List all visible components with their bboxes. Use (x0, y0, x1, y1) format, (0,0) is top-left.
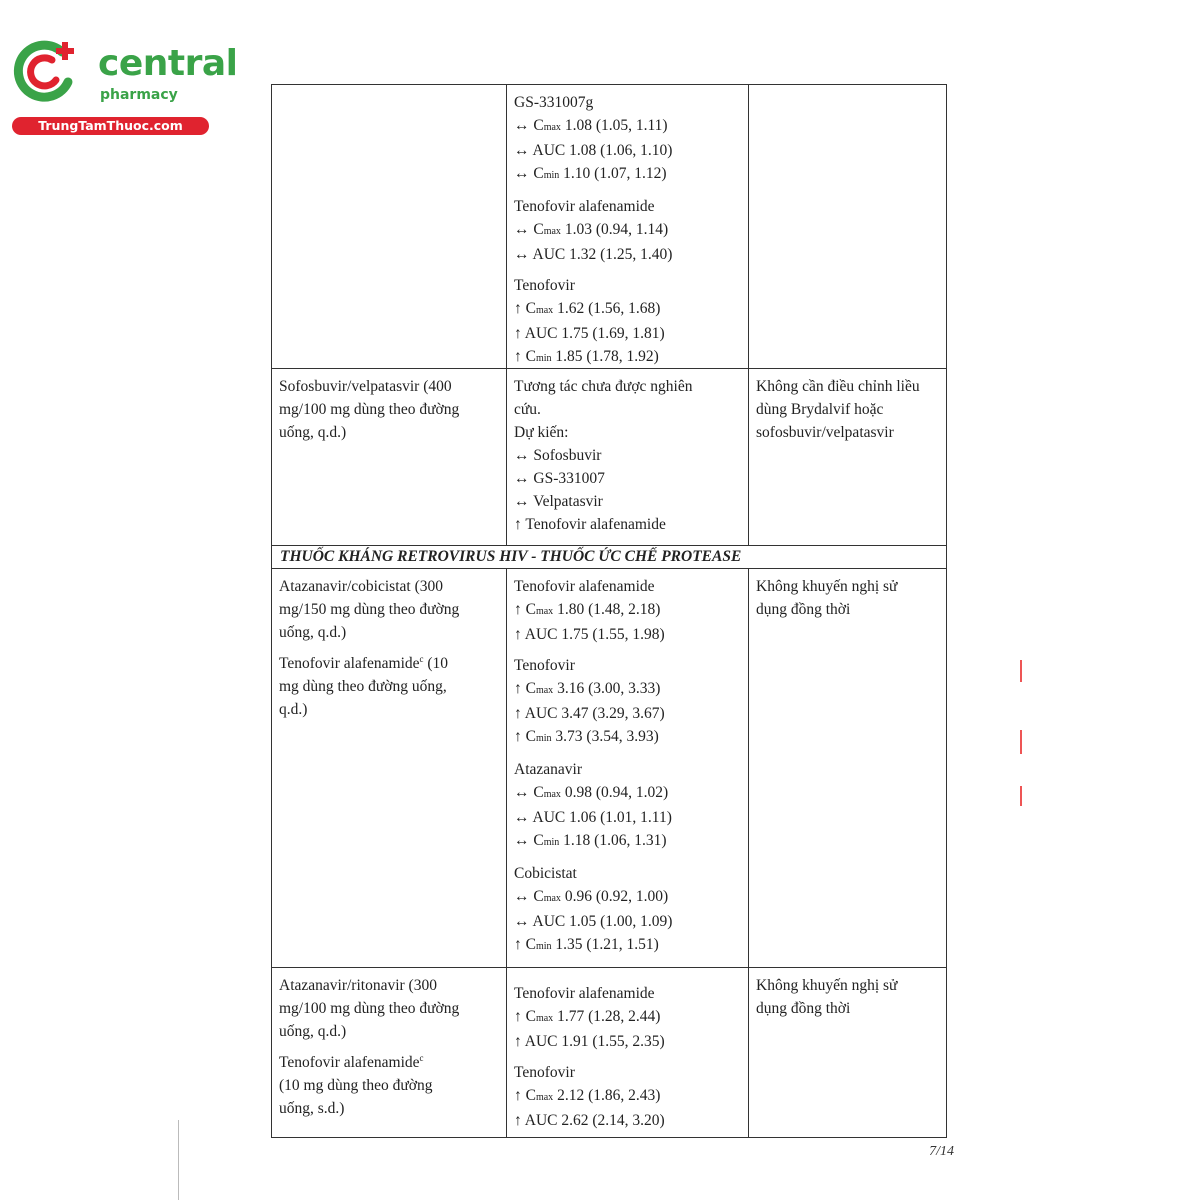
text-line: q.d.) (279, 701, 308, 718)
pk-drug-name: Tenofovir alafenamide (514, 985, 655, 1002)
pk-arrow: ↑ (514, 325, 525, 342)
pk-value-line (514, 829, 741, 854)
pk-arrow: ↑ (514, 936, 526, 953)
pk-ratio: 3.47 (3.29, 3.67) (557, 705, 665, 722)
pk-arrow: ↑ (514, 300, 526, 317)
pk-group (514, 654, 741, 750)
pk-param-sub: max (543, 226, 561, 237)
pk-arrow: ↑ (514, 601, 526, 618)
pk-drug-name: Tenofovir (514, 657, 575, 674)
pk-value-line (514, 297, 741, 322)
pk-ratio: 3.73 (3.54, 3.93) (551, 728, 659, 745)
scan-mark (1020, 660, 1022, 682)
text-line: Không khuyến nghị sử (756, 977, 898, 994)
pk-ratio: 1.35 (1.21, 1.51) (551, 936, 659, 953)
pk-group (514, 195, 741, 266)
logo-url-badge: TrungTamThuoc.com (12, 117, 209, 135)
table-cell-recommendation (748, 968, 946, 1137)
text-line (279, 652, 499, 675)
pk-arrow: ↔ (514, 913, 533, 930)
pk-param-sub: max (535, 606, 554, 617)
pk-arrow: ↑ (514, 1087, 526, 1104)
pk-ratio: 1.80 (1.48, 2.18) (553, 601, 661, 618)
pk-value-line (514, 725, 741, 750)
text-line: Tương tác chưa được nghiên (514, 378, 693, 395)
pk-arrow: ↑ (514, 1033, 525, 1050)
pk-group (514, 1061, 741, 1132)
text-line: ↑ Tenofovir alafenamide (514, 516, 666, 533)
text-line: ↔ GS-331007 (514, 470, 605, 487)
pk-param: AUC (524, 325, 558, 342)
pk-param-sub: max (535, 685, 554, 696)
pk-param: AUC (524, 626, 558, 643)
text-line: Atazanavir/ritonavir (300 (279, 977, 437, 994)
text-line: ↔ Sofosbuvir (514, 447, 602, 464)
pk-group (514, 91, 741, 187)
pk-value-line (514, 1030, 741, 1053)
pk-ratio: 1.10 (1.07, 1.12) (559, 165, 667, 182)
pk-group (514, 758, 741, 854)
table-cell-drug (272, 968, 506, 1137)
pk-value-line (514, 114, 741, 139)
pk-param: C (525, 936, 536, 953)
pk-arrow: ↔ (514, 809, 533, 826)
pk-drug-name: Atazanavir (514, 761, 582, 778)
text-line: ↔ Velpatasvir (514, 493, 603, 510)
text-line: uống, q.d.) (279, 1023, 347, 1040)
pk-ratio: 1.75 (1.55, 1.98) (557, 626, 665, 643)
text-line: cứu. (514, 401, 541, 418)
pk-value-line (514, 806, 741, 829)
pk-arrow: ↔ (514, 221, 534, 238)
text-line: sofosbuvir/velpatasvir (756, 424, 894, 441)
pk-drug-name: Cobicistat (514, 865, 577, 882)
pk-param: C (525, 601, 536, 618)
pk-drug-name: Tenofovir (514, 1064, 575, 1081)
pk-ratio: 1.75 (1.69, 1.81) (557, 325, 665, 342)
text-line: uống, s.d.) (279, 1100, 345, 1117)
pk-param: C (533, 888, 544, 905)
text-line: dụng đồng thời (756, 1000, 851, 1017)
pk-ratio: 1.18 (1.06, 1.31) (559, 832, 667, 849)
section-heading-row (271, 545, 947, 569)
text-block (756, 974, 939, 1020)
table-cell-effect (506, 968, 748, 1137)
table-cell-recommendation (748, 569, 946, 967)
scan-mark (1020, 730, 1022, 754)
pk-drug-name: Tenofovir alafenamide (514, 578, 655, 595)
pk-value-line (514, 677, 741, 702)
pk-param: C (525, 680, 536, 697)
pk-param: C (533, 784, 544, 801)
table-cell-drug (272, 569, 506, 967)
text-line: (10 mg dùng theo đường (279, 1077, 433, 1094)
pk-param-sub: max (543, 789, 561, 800)
text-line: Không cần điều chỉnh liều (756, 378, 920, 395)
footnote-marker: c (419, 653, 424, 664)
pk-param: C (525, 1087, 536, 1104)
text-line: Sofosbuvir/velpatasvir (400 (279, 378, 452, 395)
table-row (271, 967, 947, 1138)
pk-param-sub: min (535, 941, 552, 952)
pk-drug-name: Tenofovir alafenamide (514, 198, 655, 215)
pk-arrow: ↑ (514, 1008, 526, 1025)
pk-arrow: ↔ (514, 246, 533, 263)
pk-value-line (514, 885, 741, 910)
pk-drug-name: GS-331007g (514, 94, 594, 111)
pk-param: C (533, 221, 544, 238)
pk-ratio: 3.16 (3.00, 3.33) (553, 680, 661, 697)
pharmacy-cross-icon (12, 38, 78, 104)
pk-group (514, 274, 741, 370)
pk-param-sub: max (535, 1092, 554, 1103)
pk-value-line (514, 1084, 741, 1109)
pk-value-line (514, 623, 741, 646)
table-cell-drug (272, 369, 506, 545)
central-pharmacy-logo (12, 38, 238, 138)
text-line: mg/100 mg dùng theo đường (279, 401, 460, 418)
text-block (279, 575, 499, 644)
pk-arrow: ↔ (514, 832, 534, 849)
pk-param: AUC (524, 705, 558, 722)
pk-param-sub: min (535, 353, 552, 364)
pk-value-line (514, 933, 741, 958)
table-cell-effect (506, 85, 748, 368)
pk-value-line (514, 598, 741, 623)
pk-param: AUC (524, 1033, 558, 1050)
pk-arrow: ↑ (514, 1112, 525, 1129)
pk-param-sub: max (543, 122, 561, 133)
pk-param-sub: min (535, 733, 552, 744)
pk-arrow: ↑ (514, 626, 525, 643)
table-cell-recommendation (748, 85, 946, 368)
pk-arrow: ↔ (514, 117, 534, 134)
interaction-table (271, 84, 947, 1138)
pk-ratio: 1.77 (1.28, 2.44) (553, 1008, 661, 1025)
text-line: uống, q.d.) (279, 624, 347, 641)
text-line: mg/100 mg dùng theo đường (279, 1000, 460, 1017)
table-row (271, 368, 947, 546)
text-line: Dự kiến: (514, 424, 569, 441)
pk-value-line (514, 322, 741, 345)
pk-value-line (514, 1005, 741, 1030)
pk-param: C (533, 117, 544, 134)
text-block (514, 375, 741, 536)
pk-ratio: 1.91 (1.55, 2.35) (557, 1033, 665, 1050)
pk-ratio: 1.06 (1.01, 1.11) (565, 809, 672, 826)
pk-param: AUC (532, 809, 566, 826)
pk-ratio: 1.85 (1.78, 1.92) (551, 348, 659, 365)
pk-arrow: ↔ (514, 142, 533, 159)
pk-param: AUC (532, 246, 566, 263)
pk-value-line (514, 162, 741, 187)
table-cell-effect (506, 369, 748, 545)
pk-ratio: 1.62 (1.56, 1.68) (553, 300, 661, 317)
pk-group (514, 575, 741, 646)
footnote-marker: c (419, 1052, 424, 1063)
text-line: uống, q.d.) (279, 424, 347, 441)
text-line: mg dùng theo đường uống, (279, 678, 447, 695)
section-heading: THUỐC KHÁNG RETROVIRUS HIV - THUỐC ỨC CHẾ PROTEASE (280, 548, 742, 565)
pk-arrow: ↔ (514, 784, 534, 801)
text-block (279, 974, 499, 1043)
text-block (279, 1051, 499, 1120)
pk-arrow: ↔ (514, 888, 534, 905)
pk-param-sub: max (535, 1013, 554, 1024)
pk-ratio: 2.12 (1.86, 2.43) (553, 1087, 661, 1104)
drug-name: Tenofovir alafenamide (279, 1054, 420, 1071)
text-line: mg/150 mg dùng theo đường (279, 601, 460, 618)
pk-param-sub: min (543, 170, 560, 181)
text-line: dùng Brydalvif hoặc (756, 401, 884, 418)
pk-ratio: 1.03 (0.94, 1.14) (560, 221, 669, 238)
pk-group (514, 982, 741, 1053)
pk-ratio: 0.96 (0.92, 1.00) (560, 888, 669, 905)
pk-drug-name: Tenofovir (514, 277, 575, 294)
pk-arrow: ↑ (514, 348, 526, 365)
pk-ratio: 1.08 (1.06, 1.10) (565, 142, 673, 159)
pk-arrow: ↑ (514, 680, 526, 697)
pk-param-sub: min (543, 837, 560, 848)
pk-param: C (525, 300, 536, 317)
pk-value-line (514, 702, 741, 725)
scan-edge-line (178, 1120, 179, 1200)
drug-name: Tenofovir alafenamide (279, 655, 420, 672)
table-cell-effect (506, 569, 748, 967)
pk-arrow: ↑ (514, 728, 526, 745)
table-row (271, 568, 947, 968)
pk-arrow: ↔ (514, 165, 534, 182)
table-cell-recommendation (748, 369, 946, 545)
scan-mark (1020, 786, 1022, 806)
text-block (756, 375, 939, 444)
pk-param-sub: max (543, 893, 561, 904)
pk-value-line (514, 345, 741, 370)
text-line: Atazanavir/cobicistat (300 (279, 578, 443, 595)
pk-ratio: 0.98 (0.94, 1.02) (560, 784, 669, 801)
pk-value-line (514, 139, 741, 162)
logo-name: central (98, 43, 238, 84)
pk-value-line (514, 1109, 741, 1132)
pk-param: C (525, 728, 536, 745)
pk-ratio: 1.32 (1.25, 1.40) (565, 246, 673, 263)
pk-value-line (514, 243, 741, 266)
pk-param-sub: max (535, 305, 554, 316)
logo-subtitle: pharmacy (100, 87, 178, 103)
pk-param: C (525, 1008, 536, 1025)
pk-param: C (525, 348, 536, 365)
pk-value-line (514, 218, 741, 243)
pk-value-line (514, 910, 741, 933)
pk-param: C (533, 165, 544, 182)
pk-ratio: 2.62 (2.14, 3.20) (557, 1112, 665, 1129)
dose-text: (10 (423, 655, 449, 672)
text-line: dụng đồng thời (756, 601, 851, 618)
text-block (279, 375, 499, 444)
pk-param: AUC (532, 913, 566, 930)
pk-group (514, 862, 741, 958)
text-block (756, 575, 939, 621)
pk-param: AUC (532, 142, 566, 159)
pk-value-line (514, 781, 741, 806)
table-row (271, 84, 947, 369)
text-block (279, 652, 499, 721)
pk-ratio: 1.08 (1.05, 1.11) (560, 117, 668, 134)
pk-param: C (533, 832, 544, 849)
table-cell-drug (272, 85, 506, 368)
pk-ratio: 1.05 (1.00, 1.09) (565, 913, 673, 930)
pk-param: AUC (524, 1112, 558, 1129)
text-line (279, 1051, 499, 1074)
text-line: Không khuyến nghị sử (756, 578, 898, 595)
pk-arrow: ↑ (514, 705, 525, 722)
page-number: 7/14 (929, 1144, 954, 1159)
